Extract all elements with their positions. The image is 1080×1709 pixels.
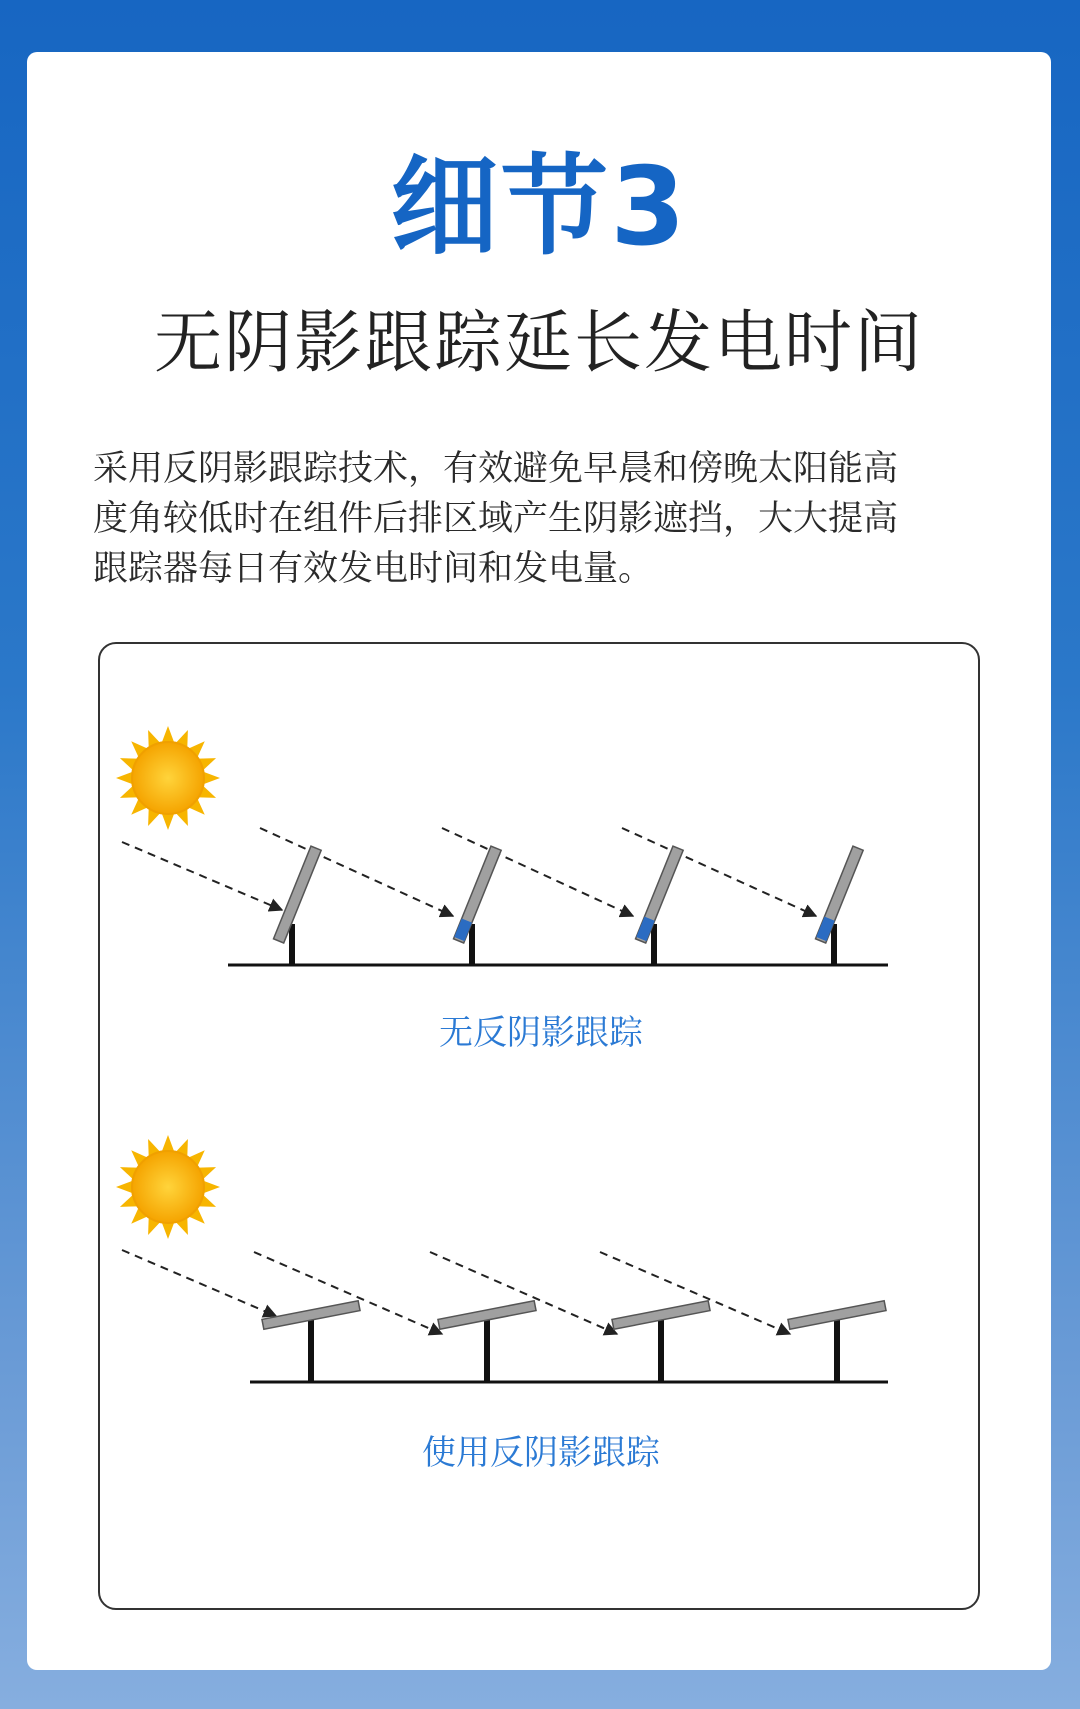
sun-ray-top-1 bbox=[122, 842, 282, 910]
description-line-2: 度角较低时在组件后排区域产生阴影遮挡，大大提高 bbox=[93, 499, 899, 539]
caption-anti-shadow: 使用反阴影跟踪 bbox=[422, 1433, 660, 1473]
tracker-top-1 bbox=[274, 846, 322, 965]
tracker-bottom-2 bbox=[438, 1301, 536, 1382]
sun-ray-bottom-1 bbox=[122, 1250, 276, 1316]
content-card bbox=[27, 52, 1051, 1670]
description-line-3: 跟踪器每日有效发电时间和发电量。 bbox=[93, 549, 654, 589]
tracker-bottom-1 bbox=[262, 1301, 360, 1382]
description-line-1: 采用反阴影跟踪技术，有效避免早晨和傍晚太阳能高 bbox=[93, 449, 899, 489]
description bbox=[93, 444, 993, 594]
tracker-bottom-3 bbox=[612, 1301, 710, 1382]
caption-no-anti-shadow: 无反阴影跟踪 bbox=[439, 1013, 643, 1053]
tracker-top-2 bbox=[454, 846, 502, 965]
sun-icon-top bbox=[116, 726, 220, 830]
tracker-top-4 bbox=[816, 846, 864, 965]
tracking-diagram-box bbox=[98, 642, 980, 1610]
page-subtitle: 无阴影跟踪延长发电时间 bbox=[153, 304, 924, 383]
sun-icon-bottom bbox=[116, 1135, 220, 1239]
page-title: 细节3 bbox=[390, 145, 688, 270]
tracker-bottom-4 bbox=[788, 1301, 886, 1382]
tracker-top-3 bbox=[636, 846, 684, 965]
